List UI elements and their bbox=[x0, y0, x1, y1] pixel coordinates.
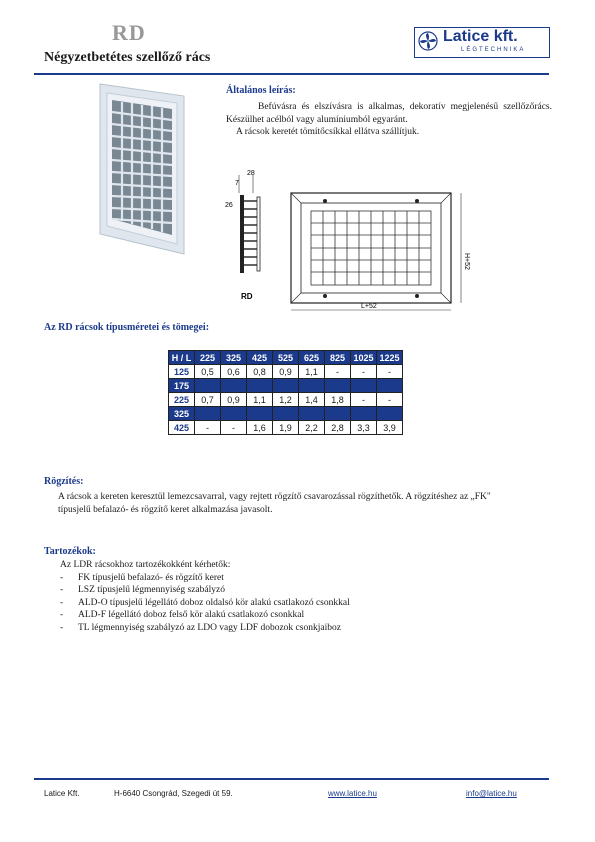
footer-company: Latice Kft. bbox=[44, 789, 80, 798]
list-item: - ALD-F légellátó doboz felső kör alakú csatlakozó csonkkal bbox=[60, 610, 305, 621]
table-column-header: 625 bbox=[299, 351, 325, 365]
table-cell: 0,5 bbox=[195, 365, 221, 379]
description-text bbox=[226, 101, 552, 139]
product-photo bbox=[96, 78, 188, 256]
table-cell: 1,1 bbox=[247, 393, 273, 407]
table-cell: 2,2 bbox=[299, 421, 325, 435]
footer-divider bbox=[34, 778, 549, 780]
table-column-header: 225 bbox=[195, 351, 221, 365]
row-header: 425 bbox=[169, 421, 195, 435]
table-cell bbox=[351, 407, 377, 421]
table-cell: - bbox=[221, 421, 247, 435]
table-header-row bbox=[169, 351, 403, 365]
table-cell: 2,8 bbox=[325, 421, 351, 435]
table-cell: - bbox=[351, 365, 377, 379]
table-cell: 3,3 bbox=[351, 421, 377, 435]
fan-icon bbox=[418, 31, 438, 51]
table-cell: - bbox=[351, 393, 377, 407]
table-cell: 1,9 bbox=[273, 421, 299, 435]
table-cell: 1,1 bbox=[299, 365, 325, 379]
table-cell bbox=[299, 407, 325, 421]
list-item-text: FK típusjelű befalazó- és rögzítő keret bbox=[78, 572, 224, 583]
table-cell bbox=[377, 407, 403, 421]
drawing-label-rd: RD bbox=[241, 292, 253, 301]
list-item: - TL légmennyiség szabályzó az LDO vagy LDF dobozok csonkjaiboz bbox=[60, 622, 341, 633]
footer-web bbox=[328, 789, 377, 798]
table-column-header: 1225 bbox=[377, 351, 403, 365]
row-header: 125 bbox=[169, 365, 195, 379]
table-row bbox=[169, 421, 403, 435]
table-cell bbox=[299, 379, 325, 393]
dim-width: L+52 bbox=[361, 303, 377, 310]
table-column-header: 525 bbox=[273, 351, 299, 365]
table-column-header: 825 bbox=[325, 351, 351, 365]
table-row bbox=[169, 407, 403, 421]
row-header: 175 bbox=[169, 379, 195, 393]
footer-email bbox=[466, 789, 517, 798]
table-cell bbox=[325, 379, 351, 393]
table-cell: 0,7 bbox=[195, 393, 221, 407]
list-item: - FK típusjelű befalazó- és rögzítő keret bbox=[60, 572, 224, 583]
table-cell: 1,4 bbox=[299, 393, 325, 407]
table-row bbox=[169, 379, 403, 393]
table-cell: 1,8 bbox=[325, 393, 351, 407]
table-cell: 1,2 bbox=[273, 393, 299, 407]
table-cell bbox=[195, 407, 221, 421]
table-column-header: 425 bbox=[247, 351, 273, 365]
technical-drawing bbox=[215, 165, 481, 315]
page-title: Négyzetbetétes szellőző rács bbox=[44, 50, 211, 65]
table-cell bbox=[247, 379, 273, 393]
list-item-text: ALD-O típusjelű légellátó doboz oldalsó kör alakú csatlakozó csonkkal bbox=[78, 597, 350, 608]
table-cell: 1,6 bbox=[247, 421, 273, 435]
table-cell: - bbox=[377, 393, 403, 407]
description-heading: Általános leírás: bbox=[226, 85, 296, 96]
list-item-text: ALD-F légellátó doboz felső kör alakú csatlakozó csonkkal bbox=[78, 610, 305, 621]
accessories-heading: Tartozékok: bbox=[44, 546, 96, 557]
table-row bbox=[169, 393, 403, 407]
table-row bbox=[169, 365, 403, 379]
list-item-text: LSZ típusjelű légmennyiség szabályzó bbox=[78, 585, 225, 596]
description-paragraph-1: Befúvásra és elszívásra is alkalmas, dekoratív megjelenésű szellőzőrács. Készülhet acélból vagy alumíniumból egyaránt. bbox=[226, 102, 552, 125]
dim-7: 7 bbox=[235, 180, 239, 187]
row-header: 225 bbox=[169, 393, 195, 407]
dim-height: H+52 bbox=[463, 253, 470, 270]
table-cell bbox=[273, 407, 299, 421]
list-item-text: TL légmennyiség szabályzó az LDO vagy LDF dobozok csonkjaiboz bbox=[78, 622, 341, 633]
size-weight-table bbox=[168, 350, 403, 435]
company-logo bbox=[414, 27, 550, 58]
table-cell bbox=[195, 379, 221, 393]
table-corner-cell: H / L bbox=[169, 351, 195, 365]
accessories-intro: Az LDR rácsokhoz tartozékokként kérhetők: bbox=[60, 560, 231, 570]
row-header: 325 bbox=[169, 407, 195, 421]
description-paragraph-2: A rácsok keretét tömítőcsíkkal ellátva szállítjuk. bbox=[236, 127, 420, 137]
table-cell: 0,8 bbox=[247, 365, 273, 379]
list-item: - ALD-O típusjelű légellátó doboz oldalsó kör alakú csatlakozó csonkkal bbox=[60, 597, 350, 608]
table-cell bbox=[221, 407, 247, 421]
product-code: RD bbox=[112, 20, 146, 45]
table-cell bbox=[221, 379, 247, 393]
dim-26: 26 bbox=[225, 202, 233, 209]
table-cell: - bbox=[195, 421, 221, 435]
table-cell: 0,9 bbox=[273, 365, 299, 379]
table-cell: - bbox=[325, 365, 351, 379]
fixing-heading: Rögzítés: bbox=[44, 476, 84, 487]
logo-tagline: LÉGTECHNIKA bbox=[461, 47, 526, 53]
fixing-text: A rácsok a kereten keresztül lemezcsavarral, vagy rejtett rögzítő csavarozással rögzíthetők. A rögzítéshez az „FK" típusjelű befalazó- és rögzítő keret alkalmazása javasolt. bbox=[58, 492, 491, 515]
table-cell: 0,9 bbox=[221, 393, 247, 407]
table-cell bbox=[377, 379, 403, 393]
table-cell: - bbox=[377, 365, 403, 379]
table-column-header: 1025 bbox=[351, 351, 377, 365]
header-divider bbox=[34, 73, 549, 75]
accessories-list bbox=[44, 559, 534, 635]
table-cell: 0,6 bbox=[221, 365, 247, 379]
table-cell bbox=[247, 407, 273, 421]
table-heading: Az RD rácsok típusméretei és tömegei: bbox=[44, 322, 210, 333]
table-cell bbox=[351, 379, 377, 393]
table-cell: 3,9 bbox=[377, 421, 403, 435]
email-link[interactable]: info@latice.hu bbox=[466, 789, 517, 798]
dim-28: 28 bbox=[247, 170, 255, 177]
footer-address: H-6640 Csongrád, Szegedi út 59. bbox=[114, 789, 233, 798]
list-item: - LSZ típusjelű légmennyiség szabályzó bbox=[60, 585, 225, 596]
website-link[interactable]: www.latice.hu bbox=[328, 789, 377, 798]
table-cell bbox=[325, 407, 351, 421]
logo-text: Latice kft. bbox=[443, 28, 518, 45]
table-column-header: 325 bbox=[221, 351, 247, 365]
table-cell bbox=[273, 379, 299, 393]
